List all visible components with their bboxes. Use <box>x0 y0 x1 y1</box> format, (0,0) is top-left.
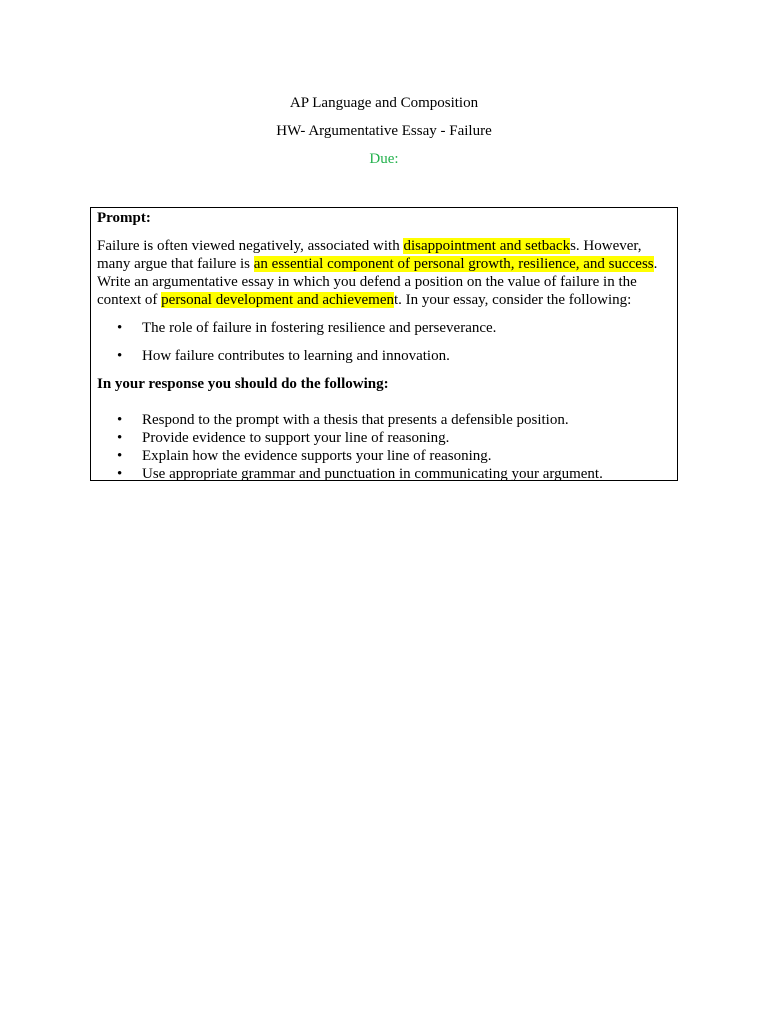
bullet-icon: • <box>117 466 123 482</box>
list-item-text: How failure contributes to learning and innovation. <box>142 348 450 364</box>
document-header <box>0 92 768 176</box>
highlight-3: personal development and achievemen <box>161 292 394 308</box>
list-item-text: Explain how the evidence supports your line of reasoning. <box>142 448 492 464</box>
highlight-1: disappointment and setback <box>403 238 571 254</box>
list-item-text: Provide evidence to support your line of reasoning. <box>142 430 450 446</box>
prompt-text-3: . Write an argumentative essay in which you defend a position on the value of failure in the context of <box>97 256 658 308</box>
prompt-label: Prompt: <box>97 210 151 226</box>
list-item-text: Respond to the prompt with a thesis that presents a defensible position. <box>142 412 569 428</box>
bullet-icon: • <box>117 320 123 336</box>
assignment-title: HW- Argumentative Essay - Failure <box>276 123 492 139</box>
list-item-text: Use appropriate grammar and punctuation in communicating your argument. <box>142 466 603 482</box>
list-item <box>97 447 671 465</box>
considerations-list <box>97 319 671 365</box>
list-item <box>97 465 671 483</box>
prompt-text-1: Failure is often viewed negatively, associated with <box>97 238 400 254</box>
prompt-text-4: t. In your essay, consider the following: <box>393 292 632 308</box>
prompt-paragraph <box>97 237 671 309</box>
bullet-icon: • <box>117 412 123 428</box>
list-item-text: The role of failure in fostering resilience and perseverance. <box>142 320 497 336</box>
list-item <box>97 411 671 429</box>
bullet-icon: • <box>117 448 123 464</box>
due-date: Due: <box>369 151 399 167</box>
list-item <box>97 347 671 365</box>
highlight-2: an essential component of personal growth, resilience, and success <box>253 256 654 272</box>
prompt-box <box>90 207 678 481</box>
list-item <box>97 429 671 447</box>
bullet-icon: • <box>117 348 123 364</box>
course-title: AP Language and Composition <box>289 95 479 111</box>
instructions-list <box>97 411 671 483</box>
list-item <box>97 319 671 337</box>
instructions-label: In your response you should do the following: <box>97 376 389 392</box>
prompt-text-2: s. However, many argue that failure is <box>97 238 642 272</box>
bullet-icon: • <box>117 430 123 446</box>
